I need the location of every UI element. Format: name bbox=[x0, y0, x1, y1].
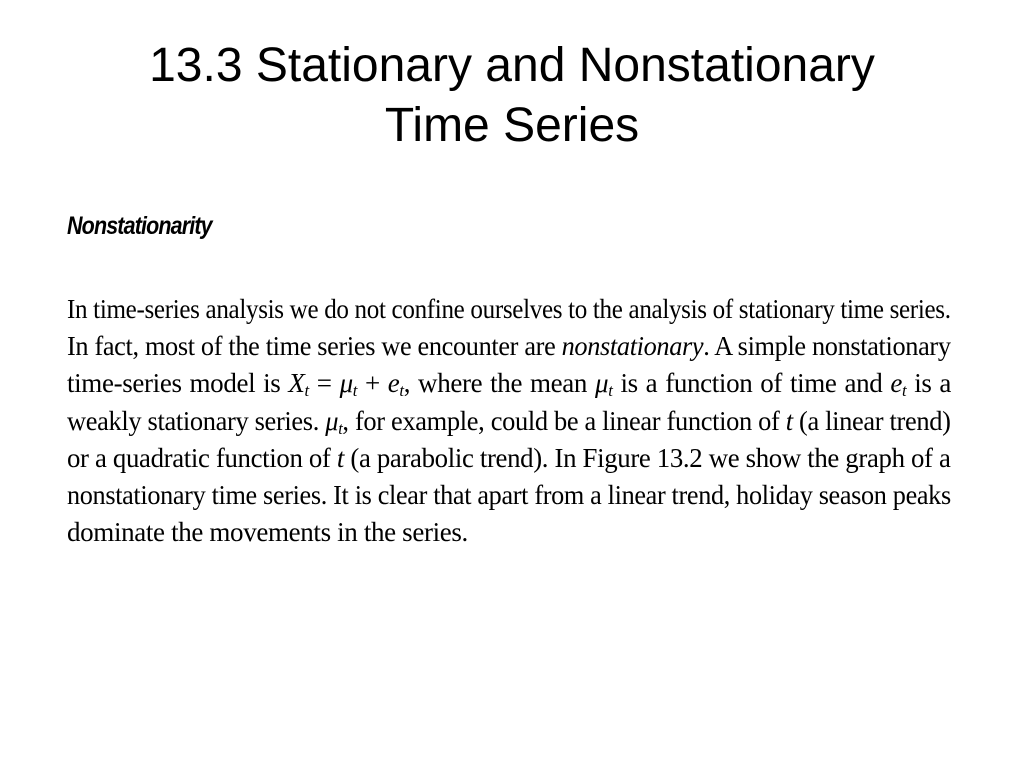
math-operator: + bbox=[357, 368, 388, 399]
text-run: weakly stationary series. bbox=[67, 405, 320, 436]
equation-model bbox=[288, 368, 404, 401]
text-run: , where the mean bbox=[403, 368, 588, 399]
text-run: is a function of time and bbox=[620, 368, 883, 399]
math-symbol: e bbox=[387, 368, 400, 399]
paragraph-line-6 bbox=[67, 477, 951, 514]
math-operator: = bbox=[308, 368, 340, 399]
text-run: nonstationary time series. It is clear that apart from a linear trend, holiday season peaks bbox=[67, 479, 951, 510]
math-symbol: e bbox=[890, 368, 902, 399]
paragraph-line-2 bbox=[67, 328, 951, 365]
paragraph-line-7 bbox=[67, 514, 951, 551]
text-run: dominate the movements in the series. bbox=[67, 517, 468, 548]
math-symbol: μ bbox=[325, 405, 339, 436]
math-symbol: t bbox=[785, 405, 793, 436]
slide-title-line-2: Time Series bbox=[384, 99, 640, 152]
math-symbol: X bbox=[288, 368, 305, 399]
text-run: is a bbox=[914, 368, 951, 399]
text-run: In fact, most of the time series we encounter are bbox=[67, 331, 556, 362]
slide-title-line-1: 13.3 Stationary and Nonstationary bbox=[149, 39, 875, 92]
math-subscript: t bbox=[901, 381, 907, 401]
textbook-excerpt bbox=[67, 205, 951, 551]
math-subscript: t bbox=[608, 381, 613, 401]
text-run: time-series model is bbox=[67, 368, 281, 399]
math-symbol: μ bbox=[595, 368, 609, 399]
math-subscript: t bbox=[399, 381, 404, 401]
paragraph-line-4 bbox=[67, 403, 951, 440]
excerpt-paragraph bbox=[67, 291, 951, 551]
math-symbol: t bbox=[336, 442, 344, 473]
paragraph-line-3 bbox=[67, 365, 951, 402]
text-run: or a quadratic function of bbox=[67, 442, 331, 473]
emphasis-nonstationary: nonstationary bbox=[561, 331, 704, 362]
text-run: . A simple nonstationary bbox=[703, 331, 951, 362]
text-run: , for example, could be a linear function of bbox=[342, 405, 780, 436]
excerpt-heading: Nonstationarity bbox=[67, 212, 212, 240]
text-run: (a linear trend) bbox=[799, 405, 951, 436]
math-subscript: t bbox=[352, 381, 358, 401]
math-subscript: t bbox=[304, 381, 309, 401]
math-subscript: t bbox=[338, 418, 343, 438]
text-run: In time-series analysis we do not confine ourselves to the analysis of stationary time series. bbox=[67, 294, 951, 324]
math-symbol: μ bbox=[339, 368, 353, 399]
slide-title bbox=[40, 36, 984, 156]
paragraph-line-1 bbox=[67, 291, 951, 328]
paragraph-line-5 bbox=[67, 440, 951, 477]
text-run: (a parabolic trend). In Figure 13.2 we show the graph of a bbox=[350, 442, 951, 473]
